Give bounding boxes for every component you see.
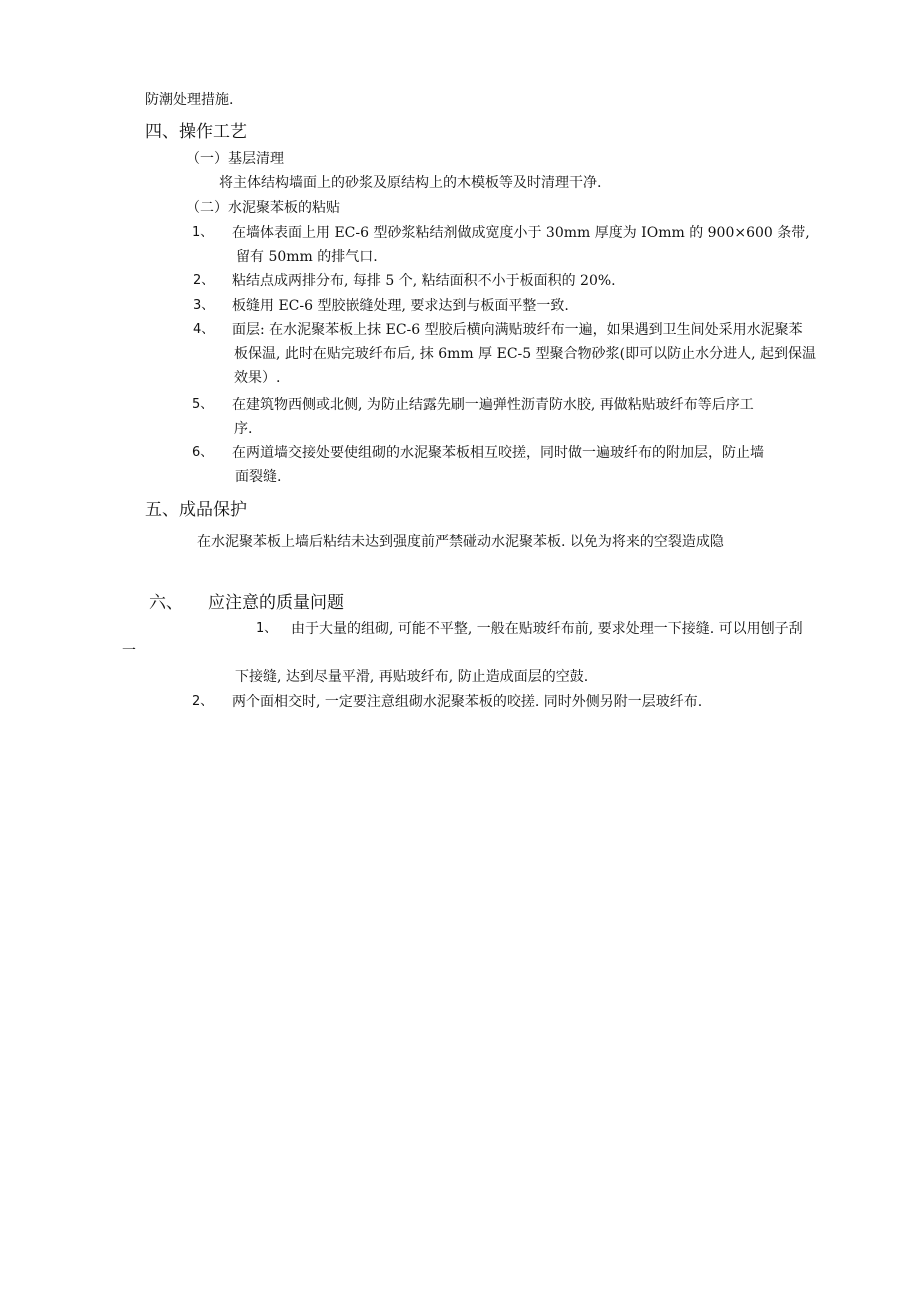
list-item-number: 1、 <box>256 621 278 636</box>
list-item-text: 在建筑物西侧或北侧, 为防止结露先刷一遍弹性沥青防水胶, 再做粘贴玻纤布等后序工 <box>232 397 754 413</box>
section-5-heading: 五、成品保护 <box>145 500 247 520</box>
list-item-number: 2、 <box>193 273 215 288</box>
list-item-text: 在两道墙交接处要使组砌的水泥聚苯板相互咬搓，同时做一遍玻纤布的附加层，防止墙 <box>232 445 764 461</box>
subsection-1-heading: （一）基层清理 <box>186 151 284 167</box>
list-item-dash: 一 <box>122 643 136 659</box>
list-item-text: 由于大量的组砌, 可能不平整, 一般在贴玻纤布前, 要求处理一下接缝. 可以用刨子刮 <box>291 621 803 637</box>
list-item-text-cont: 序. <box>234 421 253 437</box>
list-item-number: 4、 <box>193 322 215 337</box>
list-item-text-cont: 板保温, 此时在贴完玻纤布后, 抹 6mm 厚 EC-5 型聚合物砂浆(即可以防止水分进人, 起到保温 <box>234 346 816 362</box>
intro-tail-text: 防潮处理措施. <box>145 92 234 108</box>
subsection-1-text: 将主体结构墙面上的砂浆及原结构上的木模板等及时清理干净. <box>219 175 602 191</box>
list-item-number: 2、 <box>192 694 214 709</box>
list-item-text-cont: 下接缝, 达到尽量平滑, 再贴玻纤布, 防止造成面层的空鼓. <box>235 669 589 685</box>
section-6-number: 六、 <box>149 593 183 613</box>
list-item-number: 5、 <box>192 397 214 412</box>
list-item-text: 板缝用 EC-6 型胶嵌缝处理, 要求达到与板面平整一致. <box>232 298 569 314</box>
subsection-2-heading: （二）水泥聚苯板的粘贴 <box>186 200 340 216</box>
section-6-heading: 应注意的质量问题 <box>208 593 344 613</box>
section-4-heading: 四、操作工艺 <box>145 122 247 142</box>
list-item-text-cont: 留有 50mm 的排气口. <box>236 249 378 265</box>
list-item-number: 6、 <box>192 445 214 460</box>
list-item-text: 粘结点成两排分布, 每排 5 个, 粘结面积不小于板面积的 20%. <box>232 273 616 289</box>
list-item-text-cont: 面裂缝. <box>235 469 282 485</box>
list-item-text-cont: 效果）. <box>234 370 281 386</box>
list-item-text: 两个面相交时, 一定要注意组砌水泥聚苯板的咬搓. 同时外侧另附一层玻纤布. <box>232 694 703 710</box>
section-5-text: 在水泥聚苯板上墙后粘结未达到强度前严禁碰动水泥聚苯板. 以免为将来的空裂造成隐 <box>197 534 724 550</box>
list-item-text: 在墙体表面上用 EC-6 型砂浆粘结剂做成宽度小于 30mm 厚度为 IOmm 的 900×600 条带, <box>232 225 810 241</box>
list-item-text: 面层: 在水泥聚苯板上抹 EC-6 型胶后横向满贴玻纤布一遍，如果遇到卫生间处采用水泥聚苯 <box>232 322 803 338</box>
list-item-number: 1、 <box>192 225 214 240</box>
list-item-number: 3、 <box>193 298 215 313</box>
